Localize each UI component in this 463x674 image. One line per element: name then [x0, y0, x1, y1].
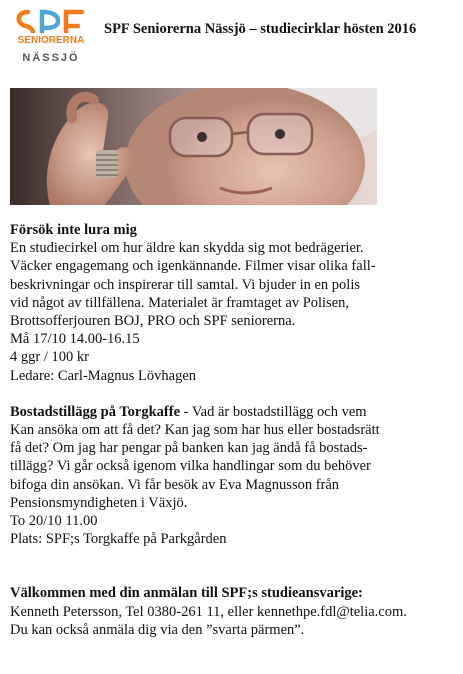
text-line: Kan ansöka om att få det? Kan jag som har hus eller bostadsrätt	[10, 422, 380, 439]
text-line: En studiecirkel om hur äldre kan skydda sig mot bedrägerier.	[10, 240, 364, 257]
date-line: To 20/10 11.00	[10, 513, 98, 530]
price-line: 4 ggr / 100 kr	[10, 349, 89, 366]
leader-line: Ledare: Carl-Magnus Lövhagen	[10, 367, 197, 384]
header-photo	[10, 88, 377, 205]
text-line: få det? Om jag har pengar på banken kan jag ändå få bostads-	[10, 440, 368, 457]
text-line: Pensionsmyndigheten i Växjö.	[10, 494, 188, 511]
text-line: beskrivningar och inspirerar till samtal. Vi bjuder in en polis	[10, 276, 361, 293]
footer-signup	[10, 584, 456, 639]
page-title: SPF Seniorerna Nässjö – studiecirklar hösten 2016	[104, 21, 417, 37]
section-bedrageri	[10, 221, 456, 385]
section-heading: Bostadstillägg på Torgkaffe	[10, 403, 180, 420]
text-line: Brottsofferjouren BOJ, PRO och SPF seniorerna.	[10, 313, 296, 330]
logo-top-text: SENIORERNA	[17, 35, 85, 46]
text-line: tillägg? Vi går också igenom vilka handlingar som du behöver	[10, 458, 371, 475]
elderly-woman-photo-icon	[10, 88, 377, 205]
footer-heading: Välkommen med din anmälan till SPF;s studieansvarige:	[10, 585, 363, 602]
logo	[10, 6, 92, 66]
text-line: Väcker engagemang och igenkännande. Filmer visar olika fall-	[10, 258, 376, 275]
logo-bottom-text: NÄSSJÖ	[22, 52, 80, 64]
section-heading: Försök inte lura mig	[10, 222, 137, 238]
text-line: bifoga din ansökan. Vi får besök av Eva Magnusson från	[10, 476, 340, 493]
section-heading-line	[10, 403, 456, 421]
section-bostadstillagg	[10, 403, 456, 549]
text-line: - Vad är bostadstillägg och vem	[180, 403, 367, 420]
text-line: vid något av tillfällena. Materialet är framtaget av Polisen,	[10, 294, 350, 311]
contact-line: Kenneth Petersson, Tel 0380-261 11, eller kennethpe.fdl@telia.com.	[10, 603, 407, 620]
spf-logo-icon	[10, 6, 92, 66]
date-line: Må 17/10 14.00-16.15	[10, 331, 140, 348]
place-line: Plats: SPF;s Torgkaffe på Parkgården	[10, 531, 227, 548]
text-line: Du kan också anmäla dig via den ”svarta pärmen”.	[10, 621, 305, 638]
main-content	[10, 221, 456, 639]
